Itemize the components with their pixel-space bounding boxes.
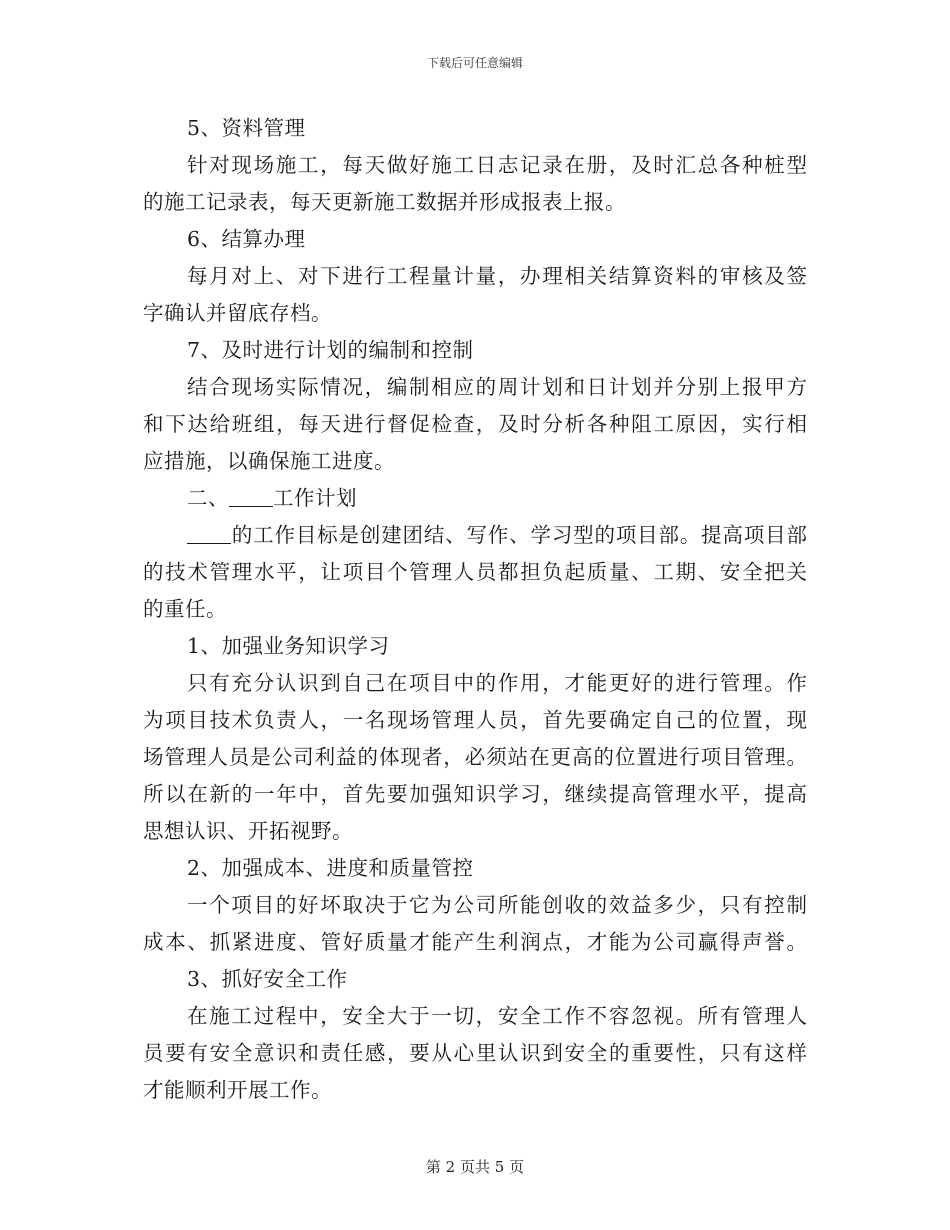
- text-line: 7、及时进行计划的编制和控制: [187, 338, 474, 362]
- fill-in-blank: [229, 484, 273, 507]
- text-line: 只有充分认识到自己在项目中的作用，才能更好的进行管理。作: [187, 671, 807, 695]
- text-segment: 二、: [187, 486, 229, 510]
- text-line: 才能顺利开展工作。: [143, 1078, 332, 1102]
- text-line: [143, 480, 807, 517]
- text-line: 6、结算办理: [187, 227, 306, 251]
- text-line: 为项目技术负责人，一名现场管理人员，首先要确定自己的位置，现: [143, 708, 807, 732]
- text-line: 场管理人员是公司利益的体现者，必须站在更高的位置进行项目管理。: [143, 745, 807, 769]
- text-line: 所以在新的一年中，首先要加强知识学习，继续提高管理水平，提高: [143, 782, 807, 806]
- text-line: 成本、抓紧进度、管好质量才能产生利润点，才能为公司赢得声誉。: [143, 930, 807, 954]
- fill-in-blank: [187, 521, 231, 544]
- text-line: 的重任。: [143, 597, 227, 621]
- header-note: 下载后可任意编辑: [426, 56, 523, 70]
- text-line: 思想认识、开拓视野。: [143, 819, 353, 843]
- text-line: 的技术管理水平，让项目个管理人员都担负起质量、工期、安全把关: [143, 560, 807, 584]
- text-line: 在施工过程中，安全大于一切，安全工作不容忽视。所有管理人: [187, 1004, 807, 1028]
- text-line: 3、抓好安全工作: [187, 967, 348, 991]
- text-line: 5、资料管理: [187, 116, 306, 140]
- text-line: 1、加强业务知识学习: [187, 634, 390, 658]
- text-line: 的施工记录表，每天更新施工数据并形成报表上报。: [143, 190, 626, 214]
- text-line: 2、加强成本、进度和质量管控: [187, 856, 474, 880]
- text-line: 字确认并留底存档。: [143, 301, 332, 325]
- text-line: 员要有安全意识和责任感，要从心里认识到安全的重要性，只有这样: [143, 1041, 807, 1065]
- text-line: 一个项目的好坏取决于它为公司所能创收的效益多少，只有控制: [187, 893, 807, 917]
- text-line: 和下达给班组，每天进行督促检查，及时分析各种阻工原因，实行相: [143, 412, 807, 436]
- text-line: 应措施，以确保施工进度。: [143, 449, 395, 473]
- text-line: [143, 517, 807, 554]
- text-line: 每月对上、对下进行工程量计量，办理相关结算资料的审核及签: [187, 264, 807, 288]
- text-line: 针对现场施工，每天做好施工日志记录在册，及时汇总各种桩型: [187, 153, 807, 177]
- text-segment: 工作计划: [273, 486, 357, 510]
- text-line: 结合现场实际情况，编制相应的周计划和日计划并分别上报甲方: [187, 375, 807, 399]
- page-number: 第 2 页共 5 页: [425, 1158, 525, 1176]
- document-body: [143, 110, 807, 1109]
- text-segment: 的工作目标是创建团结、写作、学习型的项目部。提高项目部: [231, 523, 807, 547]
